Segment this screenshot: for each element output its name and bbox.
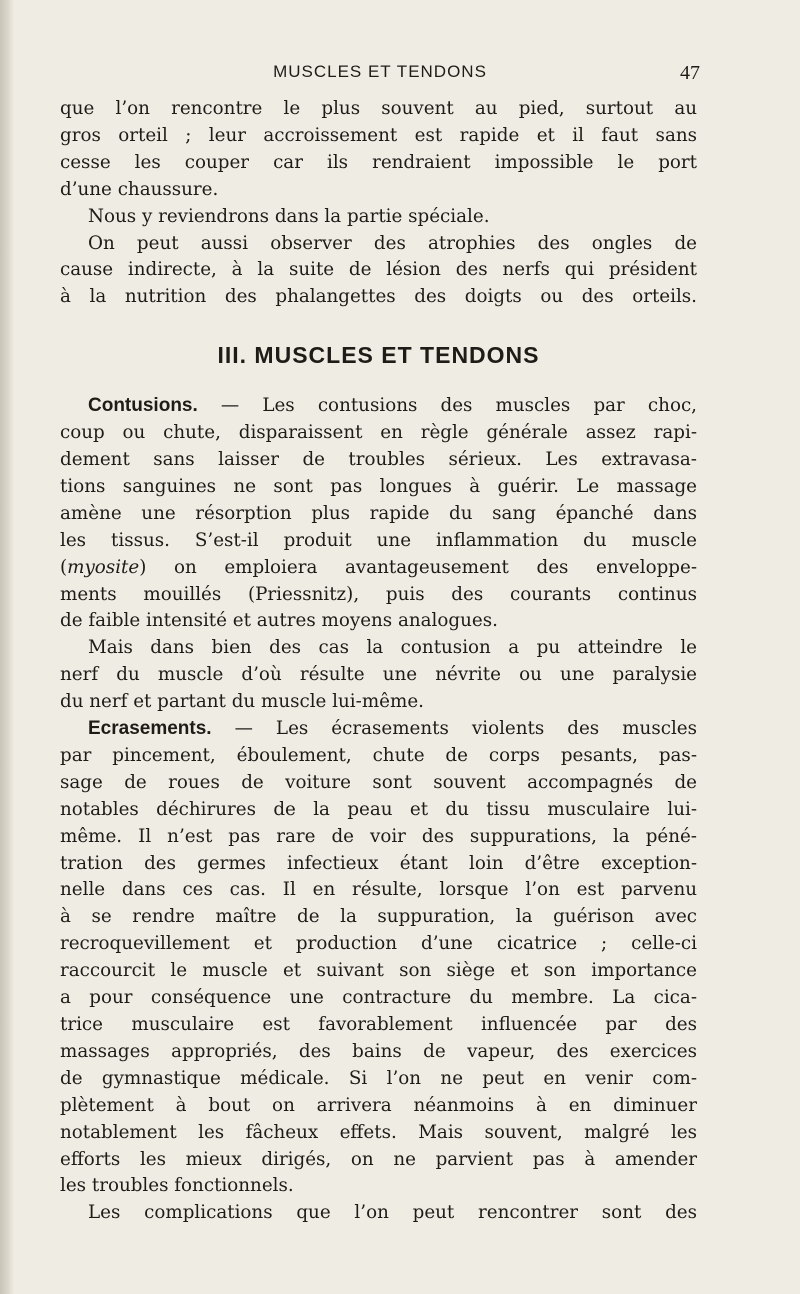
text-line: efforts les mieux dirigés, on ne parvient pas à amender	[60, 1148, 697, 1170]
text-line: nelle dans ces cas. Il en résulte, lorsque l’on est parvenu	[60, 879, 697, 901]
intro-paragraph-end	[60, 177, 697, 204]
text-line: même. Il n’est pas rare de voir des suppurations, la péné-	[60, 825, 697, 847]
paragraph-end	[60, 689, 697, 716]
text-line: tration des germes infectieux étant loin d’être exception-	[60, 852, 697, 874]
text-line: que l’on rencontre le plus souvent au pied, surtout au	[60, 98, 697, 119]
text-line: — Les contusions des muscles par choc,	[197, 395, 697, 417]
paragraph	[60, 231, 697, 312]
text-line: à la nutrition des phalangettes des doigts ou des orteils.	[60, 286, 697, 308]
text-line: d’une chaussure.	[60, 178, 219, 200]
text-line: tions sanguines ne sont pas longues à guérir. Le massage	[60, 475, 697, 497]
text-line: dement sans laisser de troubles sérieux. Les extravasa-	[60, 448, 697, 470]
text-line: amène une résorption plus rapide du sang épanché dans	[60, 502, 697, 524]
text-line: du nerf et partant du muscle lui-même.	[60, 691, 424, 713]
contusions-paragraph-end	[60, 608, 697, 635]
text-line: gros orteil ; leur accroissement est rapide et il faut sans	[60, 124, 697, 146]
text-line: nerf du muscle d’où résulte une névrite ou une paralysie	[60, 664, 697, 686]
text-line: notablement les fâcheux effets. Mais souvent, malgré les	[60, 1121, 697, 1143]
text-line: notables déchirures de la peau et du tissu musculaire lui-	[60, 798, 697, 820]
text-line: coup ou chute, disparaissent en règle générale assez rapi-	[60, 422, 697, 444]
page-body	[60, 96, 697, 1227]
page-number: 47	[680, 62, 700, 84]
text-line: de gymnastique médicale. Si l’on ne peut en venir com-	[60, 1067, 697, 1089]
italic-term: myosite	[67, 556, 140, 578]
text-line: ments mouillés (Priessnitz), puis des courants continus	[60, 583, 697, 605]
text-line: a pour conséquence une contracture du membre. La cica-	[60, 987, 697, 1009]
paragraph	[60, 204, 697, 231]
text-line: plètement à bout on arrivera néanmoins à en diminuer	[60, 1094, 697, 1116]
text-line: (	[60, 556, 68, 578]
text-line: trice musculaire est favorablement influencée par des	[60, 1014, 697, 1035]
text-line: Les complications que l’on peut rencontrer sont des	[88, 1202, 697, 1224]
intro-paragraph	[60, 96, 697, 177]
text-line: — Les écrasements violents des muscles	[211, 718, 697, 740]
text-line: Nous y reviendrons dans la partie spéciale.	[88, 205, 490, 227]
text-line: On peut aussi observer des atrophies des ongles de	[88, 232, 697, 254]
text-line: massages appropriés, des bains de vapeur, des exercices	[60, 1040, 697, 1062]
text-line: sage de roues de voiture sont souvent accompagnés de	[60, 771, 697, 793]
ecrasements-paragraph-end	[60, 1173, 697, 1200]
section-title: III. MUSCLES ET TENDONS	[217, 342, 540, 369]
ecrasements-paragraph	[60, 716, 697, 1173]
text-line: cause indirecte, à la suite de lésion des nerfs qui président	[60, 259, 697, 281]
text-line: les troubles fonctionnels.	[60, 1175, 294, 1197]
text-line: ) on emploiera avantageusement des enveloppe-	[139, 556, 697, 578]
text-line: à se rendre maître de la suppuration, la guérison avec	[60, 906, 697, 928]
paragraph	[60, 635, 697, 689]
page-binding-shadow	[0, 0, 14, 1294]
text-line: les tissus. S’est-il produit une inflammation du muscle	[60, 529, 697, 551]
contusions-paragraph	[60, 393, 697, 608]
text-line: par pincement, éboulement, chute de corps pesants, pas-	[60, 744, 697, 766]
run-in-heading: Ecrasements.	[88, 718, 212, 740]
text-line: Mais dans bien des cas la contusion a pu atteindre le	[88, 637, 697, 659]
text-line: de faible intensité et autres moyens analogues.	[60, 610, 498, 632]
final-paragraph	[60, 1200, 697, 1227]
running-title: MUSCLES ET TENDONS	[273, 62, 487, 81]
text-line: cesse les couper car ils rendraient impossible le port	[60, 151, 697, 173]
text-line: raccourcit le muscle et suivant son siège et son importance	[60, 960, 697, 982]
run-in-heading: Contusions.	[88, 395, 198, 417]
text-line: recroquevillement et production d’une cicatrice ; celle-ci	[60, 933, 697, 955]
page-header	[60, 62, 700, 88]
